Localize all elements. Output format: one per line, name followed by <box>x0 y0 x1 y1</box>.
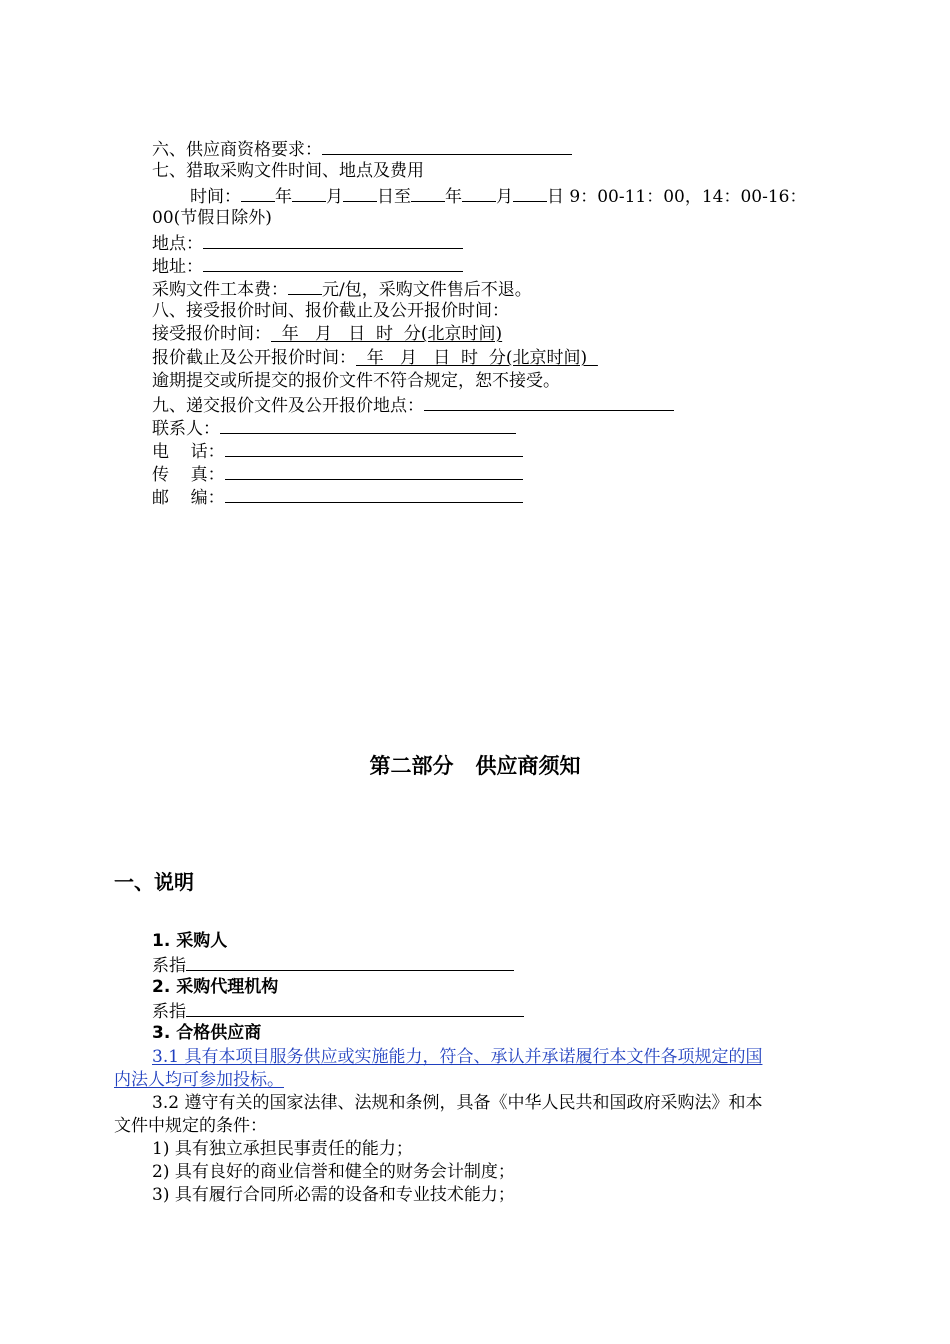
year-label-2: 年 <box>445 187 462 207</box>
item-2-title: 2. 采购代理机构 <box>152 977 279 997</box>
accept-time-line <box>152 323 502 346</box>
contact-blank <box>220 416 516 434</box>
fee-line <box>152 277 532 302</box>
day-blank-2 <box>513 184 547 202</box>
address-line <box>152 254 463 279</box>
part-2-title: 第二部分 供应商须知 <box>369 754 581 778</box>
item-1-title: 1. 采购人 <box>152 931 228 951</box>
deadline-label: 报价截止及公开报价时间： <box>152 348 356 368</box>
hours-continuation: 00(节假日除外) <box>152 208 272 228</box>
clause-3-2-line-1: 3.2 遵守有关的国家法律、法规和条例，具备《中华人民共和国政府采购法》和本 <box>152 1093 763 1113</box>
address-label: 地址： <box>152 257 203 277</box>
postcode-blank <box>225 485 523 503</box>
contact-line <box>152 416 516 441</box>
section-8-heading: 八、接受报价时间、报价截止及公开报价时间： <box>152 301 509 321</box>
submit-place-blank <box>424 393 674 411</box>
condition-3: 3) 具有履行合同所必需的设备和专业技术能力； <box>152 1185 515 1205</box>
time-line <box>190 184 807 209</box>
agency-blank <box>186 999 524 1017</box>
phone-label: 电 话： <box>152 442 225 462</box>
fee-blank <box>288 277 322 295</box>
qualification-blank <box>322 137 572 155</box>
fax-label: 传 真： <box>152 465 225 485</box>
clause-3-2-line-2: 文件中规定的条件： <box>114 1116 267 1136</box>
clause-3-1-line-2[interactable]: 内法人均可参加投标。 <box>114 1070 284 1090</box>
deadline-fill: 年 月 日 时 分(北京时间) <box>356 348 598 368</box>
year-label: 年 <box>275 187 292 207</box>
accept-time-fill: 年 月 日 时 分(北京时间) <box>271 324 503 344</box>
clause-3-1-line-1[interactable]: 3.1 具有本项目服务供应或实施能力，符合、承认并承诺履行本文件各项规定的国 <box>152 1047 763 1067</box>
place-line <box>152 231 463 256</box>
day-blank <box>343 184 377 202</box>
postcode-line <box>152 485 523 510</box>
section-9-label: 九、递交报价文件及公开报价地点： <box>152 396 424 416</box>
hours-label: 日 9：00-11：00，14：00-16： <box>547 187 807 207</box>
accept-time-label: 接受报价时间： <box>152 324 271 344</box>
deadline-line <box>152 347 598 370</box>
phone-blank <box>225 439 523 457</box>
time-label: 时间： <box>190 187 241 207</box>
year-blank-2 <box>411 184 445 202</box>
fee-label: 采购文件工本费： <box>152 280 288 300</box>
fax-line <box>152 462 523 487</box>
fee-suffix: 元/包，采购文件售后不退。 <box>322 280 532 300</box>
item-2-text: 系指 <box>152 1002 186 1022</box>
late-notice: 逾期提交或所提交的报价文件不符合规定，恕不接受。 <box>152 371 560 391</box>
section-9-line <box>152 393 674 418</box>
address-blank <box>203 254 463 272</box>
section-1-heading: 一、说明 <box>114 870 194 894</box>
item-3-title: 3. 合格供应商 <box>152 1023 262 1043</box>
month-label: 月 <box>326 187 343 207</box>
month-blank-2 <box>462 184 496 202</box>
section-6-line <box>152 137 572 162</box>
postcode-label: 邮 编： <box>152 488 225 508</box>
place-label: 地点： <box>152 234 203 254</box>
place-blank <box>203 231 463 249</box>
month-label-2: 月 <box>496 187 513 207</box>
year-blank <box>241 184 275 202</box>
purchaser-blank <box>186 953 514 971</box>
contact-label: 联系人： <box>152 419 220 439</box>
condition-2: 2) 具有良好的商业信誉和健全的财务会计制度； <box>152 1162 515 1182</box>
item-1-line <box>152 953 514 978</box>
section-7-heading: 七、猎取采购文件时间、地点及费用 <box>152 161 424 181</box>
item-2-line <box>152 999 524 1024</box>
phone-line <box>152 439 523 464</box>
condition-1: 1) 具有独立承担民事责任的能力； <box>152 1139 413 1159</box>
fax-blank <box>225 462 523 480</box>
day-to-label: 日至 <box>377 187 411 207</box>
section-6-label: 六、供应商资格要求： <box>152 140 322 160</box>
month-blank <box>292 184 326 202</box>
item-1-text: 系指 <box>152 956 186 976</box>
